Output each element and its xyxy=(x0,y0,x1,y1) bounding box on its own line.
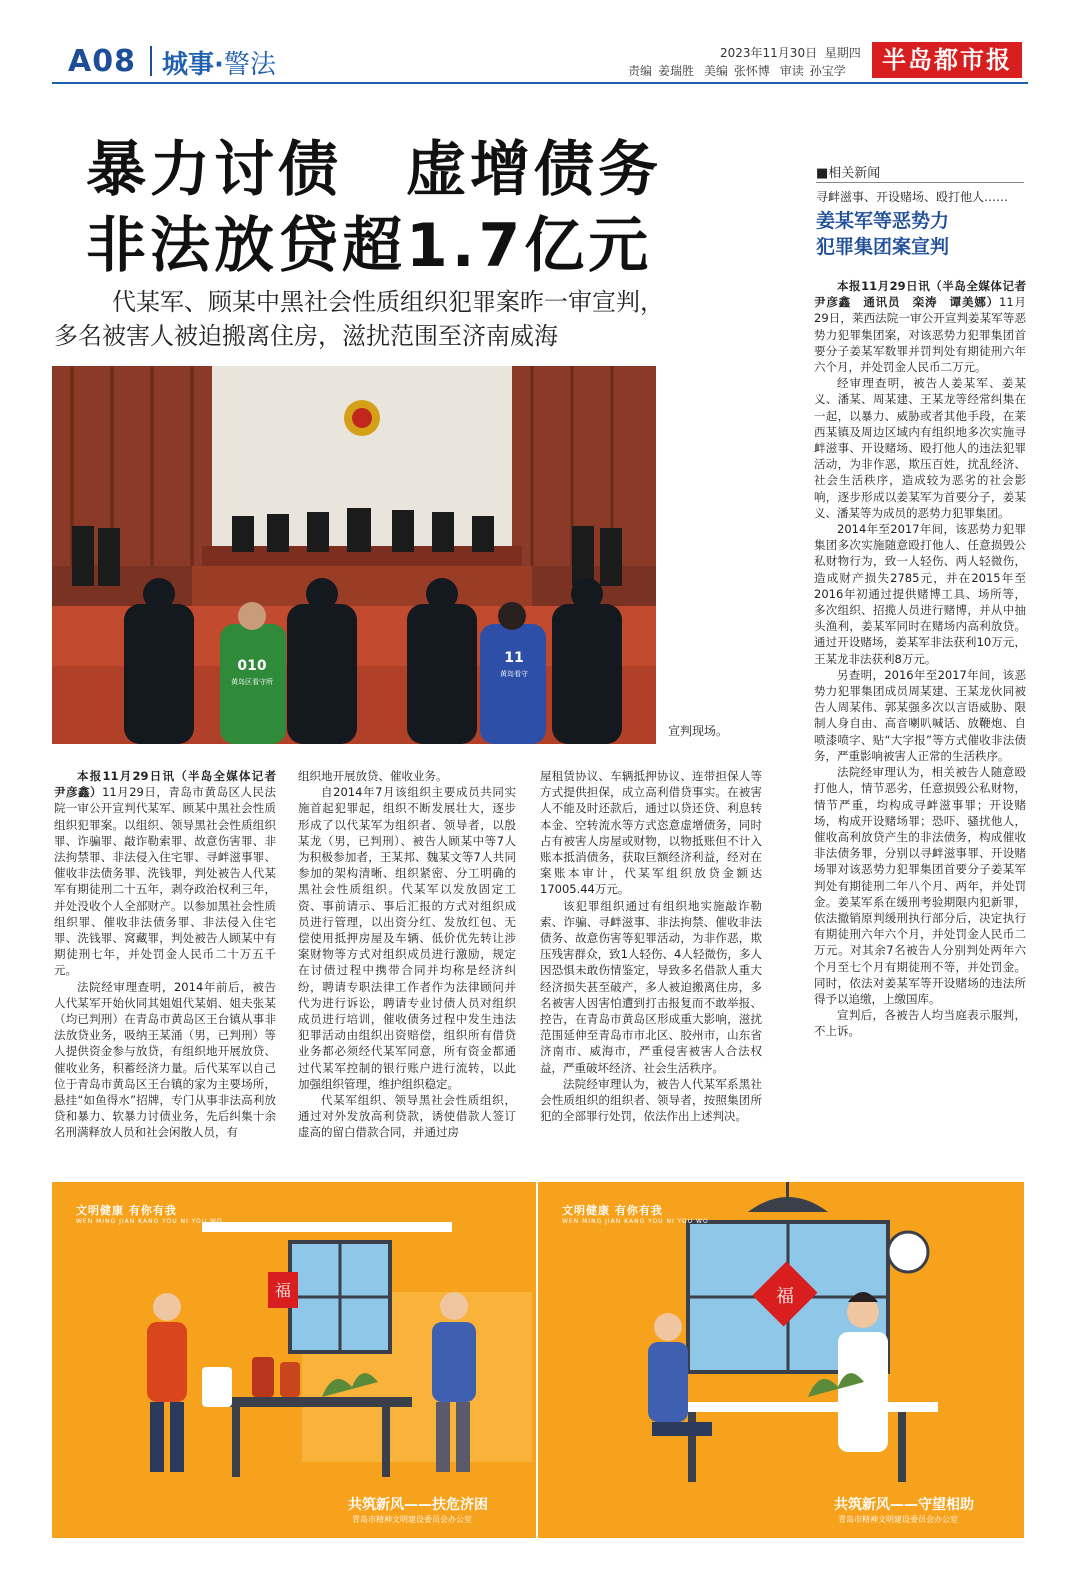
clock-icon xyxy=(888,1232,928,1272)
section-title xyxy=(162,44,276,81)
ad-slogan: 文明健康 有你有我 xyxy=(76,1204,177,1217)
staff-name: 张怀博 xyxy=(733,64,770,78)
sidebar-paragraph: 另查明，2016年至2017年间，该恶势力犯罪集团成员周某建、王某龙伙同被告人周某伟、郭某强多次以言语威胁、限制人身自由、高音喇叭喊话、放鞭炮、自喷漆喷字、贴“大字报”等方式催收非法债务，严重影响被害人正常的生活秩序。 xyxy=(814,667,1026,763)
vest-number-right: 11 xyxy=(504,650,524,666)
ad-organization: 青岛市精神文明建设委员会办公室 xyxy=(838,1515,958,1524)
photo-caption: 宣判现场。 xyxy=(668,724,729,738)
staff-name: 姜瑞胜 xyxy=(658,64,695,78)
ad-title: 共筑新风——守望相助 xyxy=(834,1497,974,1513)
related-news-body xyxy=(814,278,1038,1040)
article-column-2 xyxy=(298,768,516,1141)
weekday-text: 星期四 xyxy=(824,46,861,60)
newspaper-masthead: 半岛都市报 xyxy=(872,42,1022,78)
related-news-divider xyxy=(816,182,1024,183)
article-paragraph: 自2014年7月该组织主要成员共同实施首起犯罪起，组织不断发展壮大，逐步形成了以代某军为组织者、领导者，以殷某龙（男，已判刑）、被告人顾某中等7人为积极参加者，王某邦、魏某文等7人共同参加的架构清晰、组织紧密、分工明确的黑社会性质组织。代某军以发放固定工资、事前请示、事后汇报的方式对组织成员进行管理，以出资分红、发放红包、无偿使用抵押房屋及车辆、低价优先转让涉案财物等方式对组织成员进行激励，规定在讨债过程中携带合同并均称是经济纠纷，聘请专职法律工作者作为法律顾问并代为进行诉讼，聘请专业讨债人员对组织成员进行培训，催收债务过程中发生违法犯罪活动由组织出资赔偿，组织所有借贷业务都必须经代某军同意，所有资金都通过代某军控制的银行账户进行流转，以此加强组织管理，维护组织稳定。 xyxy=(298,785,516,1091)
sidebar-paragraph: 法院经审理认为，相关被告人随意殴打他人，情节恶劣，任意损毁公私财物，情节严重，均构成寻衅滋事罪；开设赌场，构成开设赌场罪；恐吓、骚扰他人，催收高利放贷产生的非法债务，构成催收非法债务罪，分别以寻衅滋事罪、开设赌场罪对该恶势力犯罪集团首要分子姜某军判处有期徒刑二年八个月、两年，并处罚金。姜某军系在缓刑考验期限内犯新罪，依法撤销原判缓刑执行部分后，决定执行有期徒刑六年六个月，并处罚金人民币二万元。对其余7名被告人分别判处两年六个月至七个月有期徒刑不等，并处罚金。同时，依法对姜某军等开设赌场的违法所得予以追缴，上缴国库。 xyxy=(814,765,1026,1006)
subsection-name: 警法 xyxy=(223,50,276,80)
related-news-title-line-1: 姜某军等恶势力 xyxy=(816,210,950,232)
page-header xyxy=(52,42,1028,84)
related-news-tag: ■相关新闻 xyxy=(816,166,881,181)
related-news-kicker: 寻衅滋事、开设赌场、殴打他人…… xyxy=(816,190,1009,204)
staff-credits xyxy=(628,62,852,79)
subheadline-line-1: 代某军、顾某中黑社会性质组织犯罪案昨一审宣判， xyxy=(112,288,664,316)
vest-number-left: 010 xyxy=(237,658,267,674)
fu-character: 福 xyxy=(274,1281,292,1300)
section-dot: · xyxy=(214,50,224,80)
vest-label-left: 黄岛区看守所 xyxy=(231,678,273,686)
date-text: 2023年11月30日 xyxy=(720,46,818,60)
subheadline-line-2: 多名被害人被迫搬离住房，滋扰范围至济南威海 xyxy=(54,322,558,350)
article-paragraph: 法院经审理查明，2014年前后，被告人代某军开始伙同其姐姐代某娟、姐夫张某（均已判刑）在青岛市黄岛区王台镇从事非法放贷业务，吸纳王某涌（男，已判刑）等人提供资金参与放贷，有组织地开展放贷、催收业务，积蓄经济力量。后代某军以自己位于青岛市黄岛区王台镇的家为主要场所，悬挂“如鱼得水”招牌，专门从事非法高利放贷和暴力、软暴力讨债业务，先后纠集十余名刑满释放人员和社会闲散人员，有 xyxy=(54,979,276,1140)
staff-name: 孙宝学 xyxy=(809,64,846,78)
article-paragraph: 组织地开展放贷、催收业务。 xyxy=(298,769,448,783)
article-paragraph: 代某军组织、领导黑社会性质组织，通过对外发放高利贷款，诱使借款人签订虚高的留白借款合同，并通过房 xyxy=(298,1093,516,1140)
sidebar-paragraph: 经审理查明，被告人姜某军、姜某义、潘某、周某建、王某龙等经常纠集在一起，以暴力、威胁或者其他手段，在莱西某镇及周边区域内有组织地多次实施寻衅滋事、开设赌场、殴打他人的违法犯罪活动，为非作恶，欺压百姓，扰乱经济、社会生活秩序，造成较为恶劣的社会影响，逐步形成以姜某军为首要分子，姜某义、潘某等为成员的恶势力犯罪集团。 xyxy=(814,376,1026,520)
courtroom-photo xyxy=(52,366,656,744)
article-paragraph: 该犯罪组织通过有组织地实施敲诈勒索、诈骗、寻衅滋事、非法拘禁、催收非法债务、故意伤害等犯罪活动，为非作恶，欺压残害群众，致1人轻伤、4人轻微伤，多人因恐惧未敢伤情鉴定，导致多名借款人重大经济损失甚至破产，多人被迫搬离住房，多名被害人因害怕遭到打击报复而不敢举报、控告，在青岛市黄岛区形成重大影响，滋扰范围延伸至青岛市市北区、胶州市，山东省济南市、威海市，严重侵害被害人合法权益，严重破坏经济、社会生活秩序。 xyxy=(540,898,762,1075)
headline-line-2: 非法放贷超1.7亿元 xyxy=(86,211,653,281)
article-paragraph: 屋租赁协议、车辆抵押协议、连带担保人等方式提供担保，成立高利借贷事实。在被害人不能及时还款后，通过以贷还贷、利息转本金、空转流水等方式恣意虚增债务，同时占有被害人房屋或财物，以物抵账但不计入账本抵消债务，获取巨额经济利益，经对在案账本审计，代某军组织放贷金额达17005.44万元。 xyxy=(540,769,762,897)
sidebar-paragraph: 宣判后，各被告人均当庭表示服判，不上诉。 xyxy=(814,1008,1026,1039)
paragraph-text: 11月29日，青岛市黄岛区人民法院一审公开宣判代某军、顾某中黑社会性质组织犯罪案。以组织、领导黑社会性质组织罪、诈骗罪、敲诈勒索罪、故意伤害罪、非法拘禁罪、非法侵入住宅罪、寻衅滋事罪、催收非法债务罪、洗钱罪，判处被告人代某军有期徒刑二十五年，剥夺政治权利三年，并处没收个人全部财产。以参加黑社会性质组织罪、催收非法债务罪、非法侵入住宅罪、洗钱罪、窝藏罪，判处被告人顾某中有期徒刑七年，并处罚金人民币二十万五千元。 xyxy=(54,785,277,978)
ad-title: 共筑新风——扶危济困 xyxy=(348,1497,488,1513)
ad-slogan: 文明健康 有你有我 xyxy=(562,1204,663,1217)
issue-date xyxy=(720,44,861,61)
staff-role: 审读 xyxy=(779,64,804,78)
sidebar-dateline: 本报11月29日讯（半岛全媒体记者 尹彦鑫 通讯员 栾涛 谭美娜） xyxy=(814,279,1038,310)
headline-line-1: 暴力讨债 虚增债务 xyxy=(86,135,662,205)
ad-organization: 青岛市精神文明建设委员会办公室 xyxy=(352,1515,472,1524)
ad-illustration-caring xyxy=(538,1182,1024,1538)
ad-slogan-pinyin: WEN MING JIAN KANG YOU NI YOU WO xyxy=(76,1218,223,1225)
fu-character: 福 xyxy=(776,1286,794,1307)
article-column-1 xyxy=(54,768,288,1141)
sidebar-paragraph: 2014年至2017年间，该恶势力犯罪集团多次实施随意殴打他人、任意损毁公私财物行为，致一人轻伤、两人轻微伤，造成财产损失2785元，并在2015年至2016年初通过提供赌博工具、场所等，多次组织、招揽人员进行赌博，并从中抽头渔利，姜某军同时在赌场内高利放贷。通过开设赌场，姜某军非法获利10万元，王某龙非法获利8万元。 xyxy=(814,522,1026,666)
article-dateline: 本报11月29日讯（半岛全媒体记者 尹彦鑫） xyxy=(54,769,288,800)
ad-slogan-pinyin: WEN MING JIAN KANG YOU NI YOU WO xyxy=(562,1218,709,1225)
ad-illustration-helping xyxy=(52,1182,536,1538)
staff-role: 美编 xyxy=(703,64,728,78)
public-service-ad-right xyxy=(538,1182,1024,1538)
public-service-ad-left xyxy=(52,1182,536,1538)
article-column-3 xyxy=(540,768,762,1124)
staff-role: 责编 xyxy=(628,64,653,78)
section-divider xyxy=(150,46,152,76)
related-news-title-line-2: 犯罪集团案宣判 xyxy=(816,236,950,258)
page-number: A08 xyxy=(68,44,136,79)
paragraph-text: 11月29日，莱西法院一审公开宣判姜某军等恶势力犯罪集团案，对该恶势力犯罪集团首要分子姜某军数罪并罚判处有期徒刑六年六个月，并处罚金人民币二万元。 xyxy=(814,295,1026,375)
section-name: 城事 xyxy=(162,50,215,80)
article-paragraph xyxy=(54,768,288,979)
vest-label-right: 黄岛看守 xyxy=(500,670,528,678)
courtroom-illustration xyxy=(52,366,656,744)
article-paragraph: 法院经审理认为，被告人代某军系黑社会性质组织的组织者、领导者，按照集团所犯的全部罪行处罚，依法作出上述判决。 xyxy=(540,1076,762,1124)
sidebar-paragraph xyxy=(814,278,1038,375)
